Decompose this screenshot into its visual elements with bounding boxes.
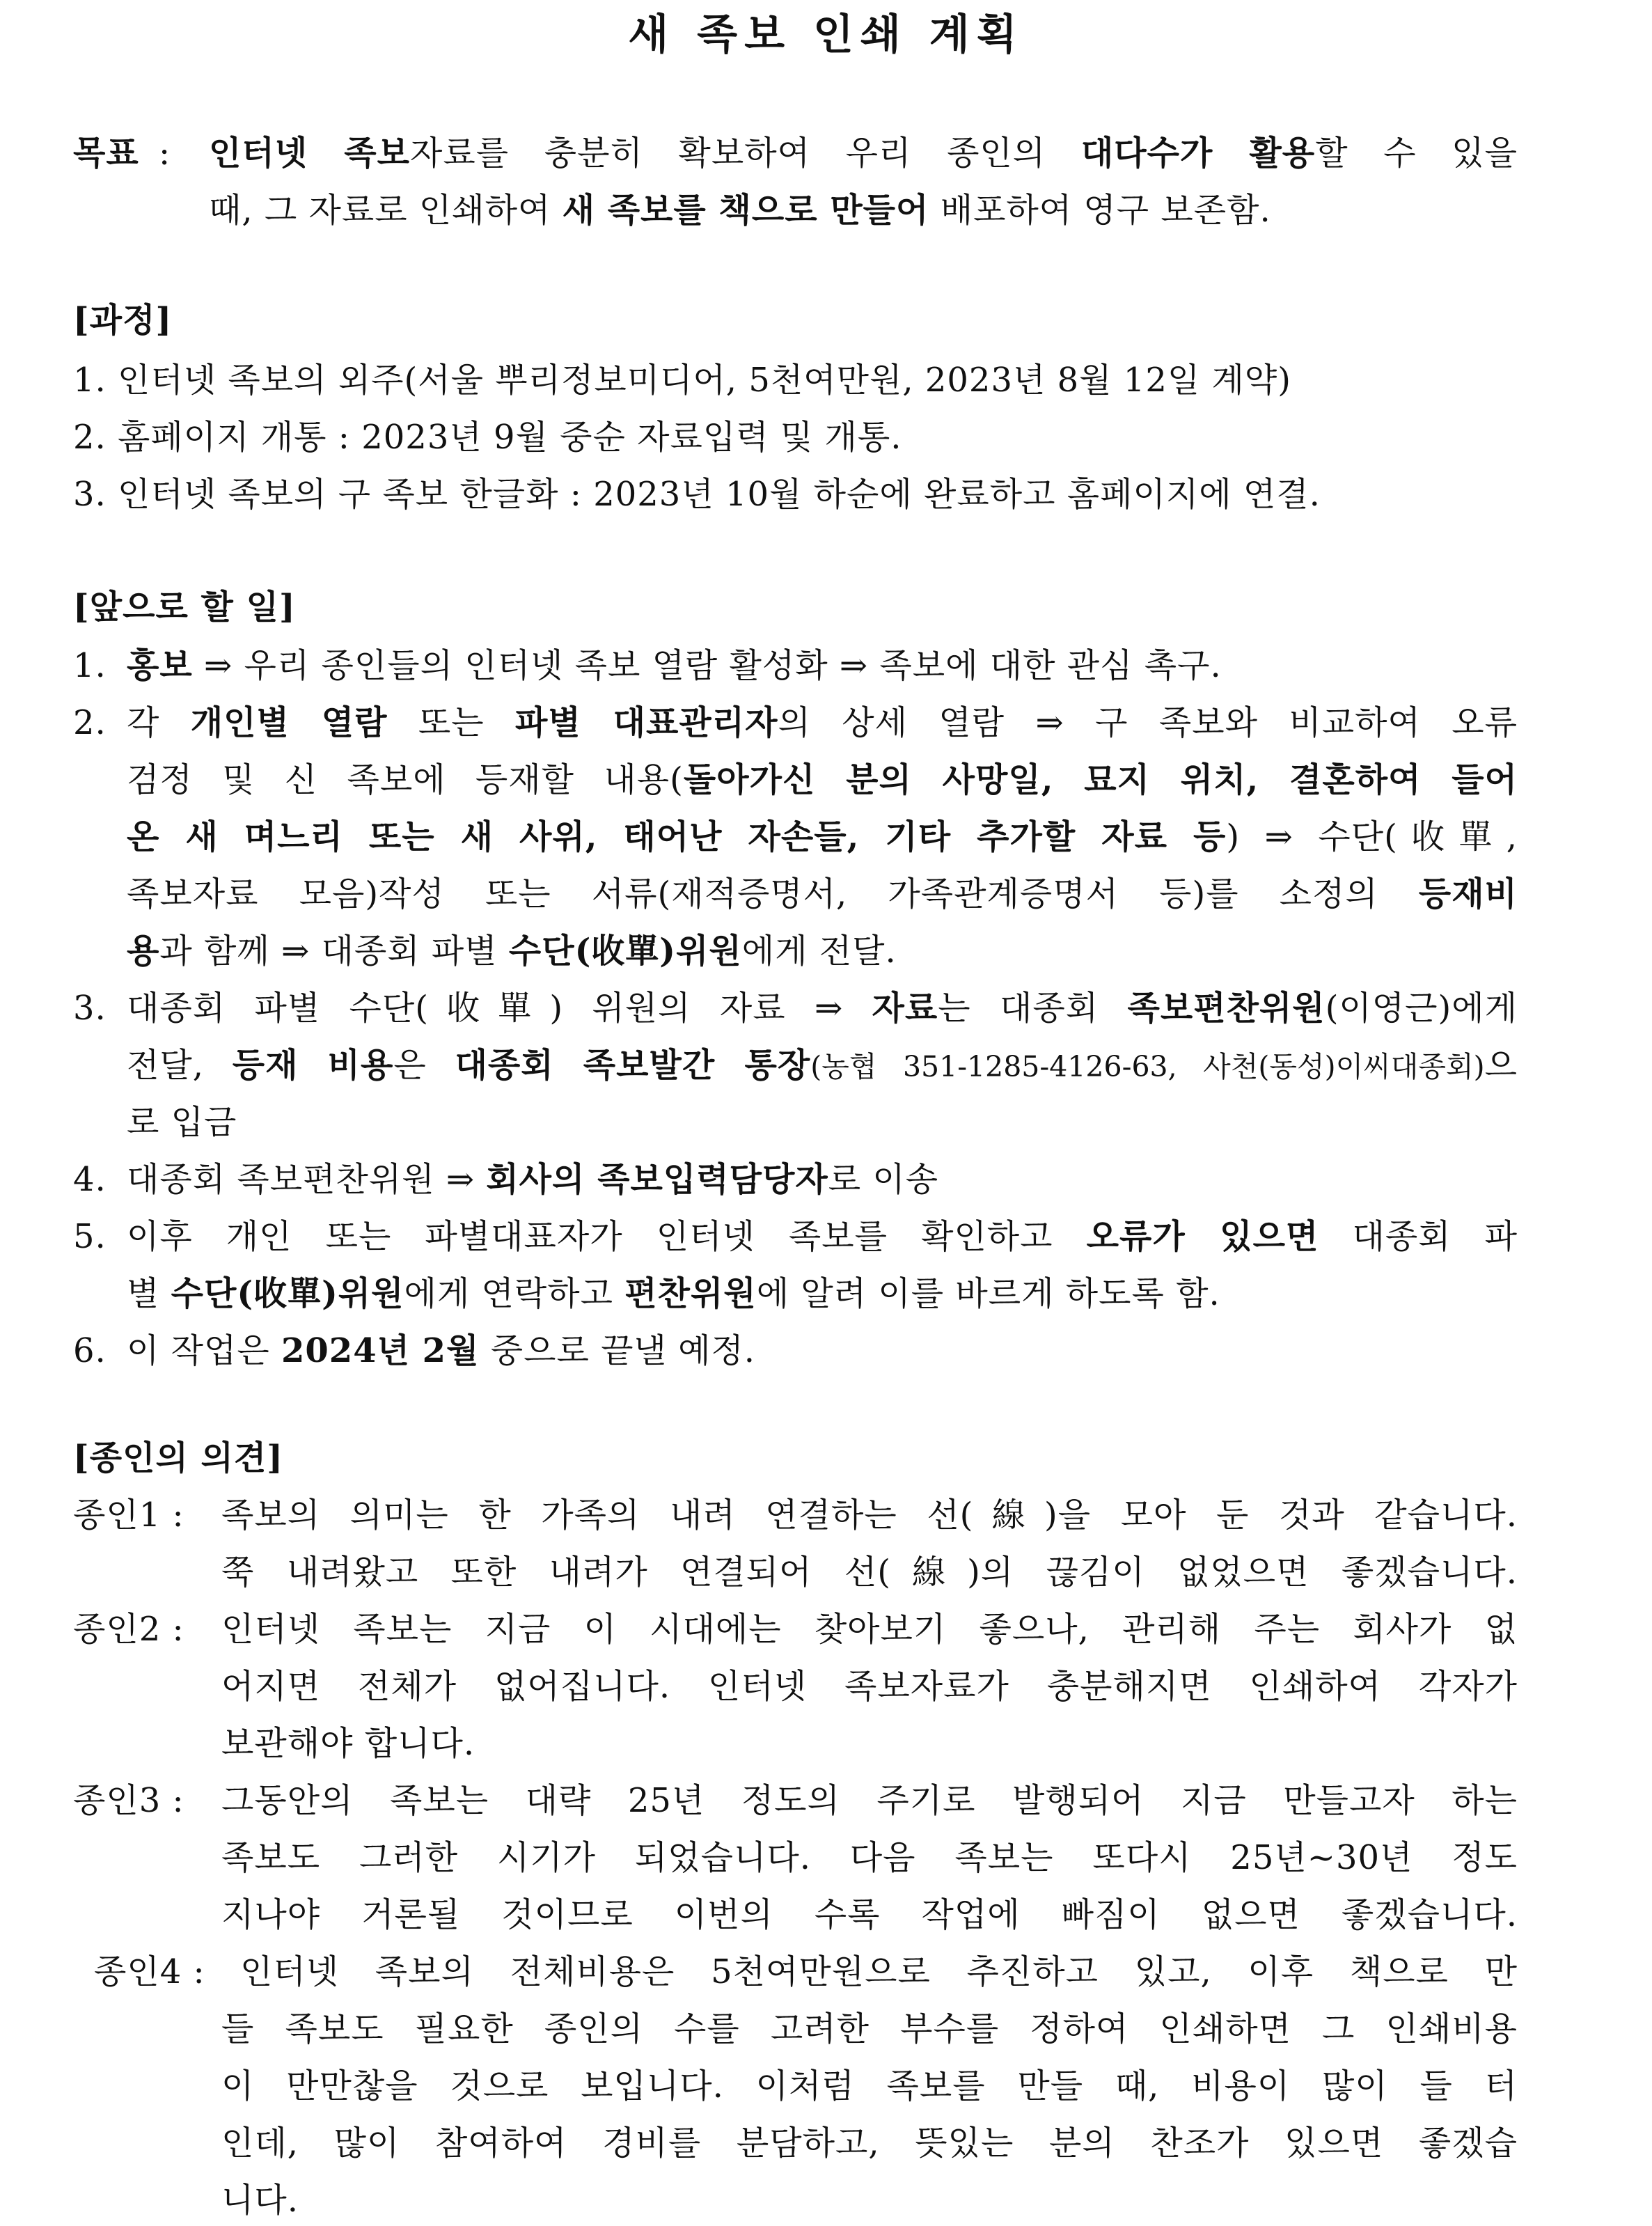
todo-item-number: 1.: [73, 646, 107, 685]
opinion-label: 종인3 :: [73, 1781, 184, 1820]
opinion-line: 그동안의 족보는 대략 25년 정도의 주기로 발행되어 지금 만들고자 하는: [221, 1781, 1518, 1820]
todo-item-2-line-5: 용과 함께 ⇒ 대종회 파별 수단(收單)위원에게 전달.: [127, 932, 897, 971]
todo-item-2-line-4: 족보자료 모음)작성 또는 서류(재적증명서, 가족관계증명서 등)를 소정의 등재비: [127, 875, 1518, 914]
todo-item-5-line-2: 별 수단(收單)위원에게 연락하고 편찬위원에 알려 이를 바르게 하도록 함.: [127, 1274, 1220, 1313]
todo-item-2-line-1: 각 개인별 열람 또는 파별 대표관리자의 상세 열람 ⇒ 구 족보와 비교하여 오류: [127, 703, 1518, 742]
opinion-line: 니다.: [221, 2181, 299, 2220]
process-item: 2. 홈페이지 개통 : 2023년 9월 중순 자료입력 및 개통.: [73, 418, 902, 457]
opinion-label: 종인4 :: [94, 1952, 205, 1991]
document-title: 새 족보 인쇄 계획: [628, 10, 1024, 59]
todo-item-number: 3.: [73, 989, 107, 1028]
goal-line-2: 때, 그 자료로 인쇄하여 새 족보를 책으로 만들어 배포하여 영구 보존함.: [209, 191, 1271, 230]
process-heading: [과정]: [73, 301, 173, 340]
opinion-line: 지나야 거론될 것이므로 이번의 수록 작업에 빠짐이 없으면 좋겠습니다.: [221, 1895, 1518, 1934]
todo-item-number: 4.: [73, 1160, 107, 1199]
todo-item-2-line-2: 검정 및 신 족보에 등재할 내용(돌아가신 분의 사망일, 묘지 위치, 결혼하여 들어: [127, 760, 1518, 799]
opinion-label: 종인1 :: [73, 1496, 184, 1535]
todo-item-5-line-1: 이후 개인 또는 파별대표자가 인터넷 족보를 확인하고 오류가 있으면 대종회 파: [127, 1217, 1518, 1256]
goal-line-1: 인터넷 족보자료를 충분히 확보하여 우리 종인의 대다수가 활용할 수 있을: [209, 134, 1518, 173]
todo-item-1: 홍보 ⇒ 우리 종인들의 인터넷 족보 열람 활성화 ⇒ 족보에 대한 관심 촉구.: [127, 646, 1222, 685]
goal-colon: :: [159, 134, 171, 173]
todo-item-4: 대종회 족보편찬위원 ⇒ 회사의 족보입력담당자로 이송: [127, 1160, 939, 1199]
opinion-line: 이 만만찮을 것으로 보입니다. 이처럼 족보를 만들 때, 비용이 많이 들 터: [221, 2067, 1518, 2106]
opinion-line: 어지면 전체가 없어집니다. 인터넷 족보자료가 충분해지면 인쇄하여 각자가: [221, 1667, 1518, 1706]
opinion-line: 족보도 그러한 시기가 되었습니다. 다음 족보는 또다시 25년~30년 정도: [221, 1838, 1518, 1877]
todo-item-3-line-1: 대종회 파별 수단(收單) 위원의 자료 ⇒ 자료는 대종회 족보편찬위원(이영근)에게: [127, 989, 1518, 1028]
opinion-line: 보관해야 합니다.: [221, 1724, 475, 1763]
bank-account-note: (농협 351-1285-4126-63, 사천(동성)이씨대종회): [810, 1050, 1485, 1083]
process-item: 1. 인터넷 족보의 외주(서울 뿌리정보미디어, 5천여만원, 2023년 8월 12일 계약): [73, 361, 1291, 400]
todo-item-2-line-3: 온 새 며느리 또는 새 사위, 태어난 자손들, 기타 추가할 자료 등) ⇒ 수단(收單,: [127, 817, 1518, 856]
opinion-line: 인터넷 족보의 전체비용은 5천여만원으로 추진하고 있고, 이후 책으로 만: [240, 1952, 1518, 1991]
opinion-line: 들 족보도 필요한 종인의 수를 고려한 부수를 정하여 인쇄하면 그 인쇄비용: [221, 2009, 1518, 2048]
todo-heading: [앞으로 할 일]: [73, 588, 296, 627]
process-item: 3. 인터넷 족보의 구 족보 한글화 : 2023년 10월 하순에 완료하고 홈페이지에 연결.: [73, 475, 1321, 514]
opinion-line: 인터넷 족보는 지금 이 시대에는 찾아보기 좋으나, 관리해 주는 회사가 없: [221, 1610, 1518, 1649]
opinion-line: 인데, 많이 참여하여 경비를 분담하고, 뜻있는 분의 찬조가 있으면 좋겠습: [221, 2124, 1518, 2163]
todo-item-number: 5.: [73, 1217, 107, 1256]
todo-item-number: 6.: [73, 1331, 107, 1370]
todo-item-number: 2.: [73, 703, 107, 742]
goal-label: 목표: [73, 134, 139, 173]
todo-item-6: 이 작업은 2024년 2월 중으로 끝낼 예정.: [127, 1331, 756, 1370]
todo-item-3-line-2: 전달, 등재 비용은 대종회 족보발간 통장(농협 351-1285-4126-63, 사천(동성)이씨대종회)으: [127, 1046, 1518, 1085]
opinion-line: 족보의 의미는 한 가족의 내려 연결하는 선(線)을 모아 둔 것과 같습니다.: [221, 1496, 1518, 1535]
todo-item-3-line-3: 로 입금: [127, 1103, 237, 1142]
opinion-label: 종인2 :: [73, 1610, 184, 1649]
opinions-heading: [종인의 의견]: [73, 1439, 283, 1478]
opinion-line: 쭉 내려왔고 또한 내려가 연결되어 선(線)의 끊김이 없었으면 좋겠습니다.: [221, 1553, 1518, 1592]
